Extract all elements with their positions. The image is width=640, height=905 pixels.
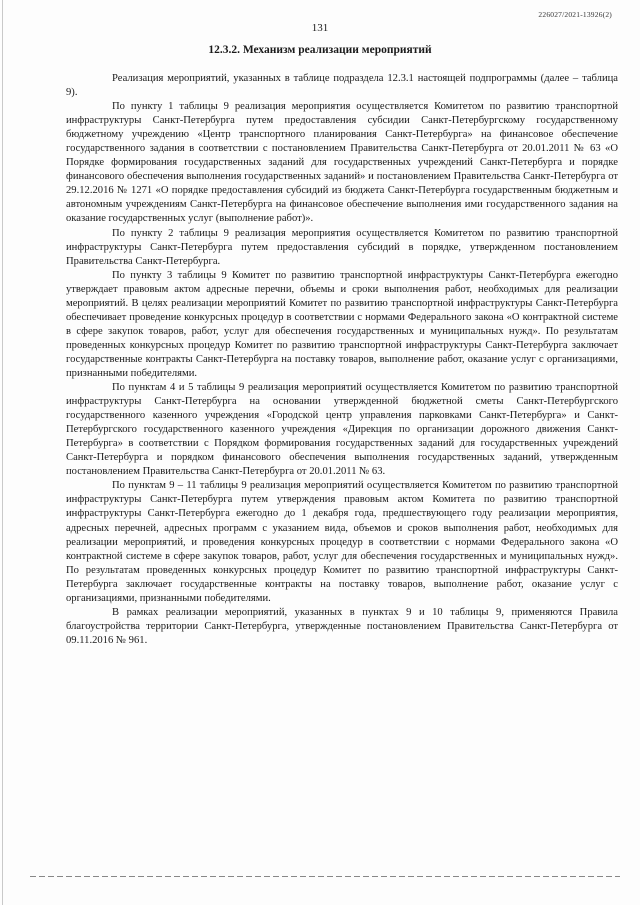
paragraph-item-3: По пункту 3 таблицы 9 Комитет по развитию транспортной инфраструктуры Санкт-Петербурга ежегодно утверждает правовым актом адресные перечни, объемы и сроки выполнения работ, необходимых для реализации мероприятий. В целях реализации мероприятий Комитет по развитию транспортной инфраструктуры Санкт-Петербурга обеспечивает проведение конкурсных процедур в соответствии с нормами Федерального закона «О контрактной системе в сфере закупок товаров, работ, услуг для обеспечения государственных и муниципальных нужд». По результатам проведенных конкурсных процедур Комитет по развитию транспортной инфраструктуры Санкт-Петербурга заключает государственные контракты Санкт-Петербурга на поставку товаров, выполнение работ, оказание услуг с организациями, признанными победителями. <box>66 269 618 379</box>
scan-artifact-line <box>30 876 620 877</box>
paragraph-intro: Реализация мероприятий, указанных в таблице подраздела 12.3.1 настоящей подпрограммы (далее – таблица 9). <box>66 73 618 99</box>
paragraph-items-9-11: По пунктам 9 – 11 таблицы 9 реализация мероприятий осуществляется Комитетом по развитию транспортной инфраструктуры Санкт-Петербурга путем утверждения правовым актом Комитета по развитию транспортной инфраструктуры Санкт-Петербурга ежегодно до 1 декабря года, предшествующего году реализации мероприятия, адресных перечней, адресных программ с указанием вида, объемов и сроков выполнения работ, необходимых для реализации мероприятий, и проведения конкурсных процедур в соответствии с нормами Федерального закона «О контрактной системе в сфере закупок товаров, работ, услуг для обеспечения государственных и муниципальных нужд». По результатам проведенных конкурсных процедур Комитет по развитию транспортной инфраструктуры Санкт-Петербурга заключает государственные контракты на поставку товаров, выполнение работ, оказание услуг с организациями, признанными победителями. <box>66 480 618 604</box>
scan-edge <box>2 0 3 905</box>
paragraph-items-4-5: По пунктам 4 и 5 таблицы 9 реализация мероприятий осуществляется Комитетом по развитию транспортной инфраструктуры Санкт-Петербурга на основании утвержденной бюджетной сметы Санкт-Петербургского государственного казенного учреждения «Городской центр управления парковками Санкт-Петербурга» и Санкт-Петербургского государственного казенного учреждения «Дирекция по организации дорожного движения Санкт-Петербурга» в соответствии с Порядком формирования государственных заданий для государственных учреждений Санкт-Петербурга и порядком финансового обеспечения выполнения государственных заданий, утвержденным постановлением Правительства Санкт-Петербурга от 20.01.2011 № 63. <box>66 382 618 478</box>
paragraph-item-2: По пункту 2 таблицы 9 реализация мероприятия осуществляется Комитетом по развитию транспортной инфраструктуры Санкт-Петербурга путем предоставления субсидий в порядке, утвержденном постановлением Правительства Санкт-Петербурга. <box>66 227 618 267</box>
section-body <box>66 72 618 648</box>
page-number: 131 <box>311 22 329 34</box>
document-id: 226027/2021-13926(2) <box>538 10 612 19</box>
paragraph-items-9-10: В рамках реализации мероприятий, указанных в пунктах 9 и 10 таблицы 9, применяются Правила благоустройства территории Санкт-Петербурга, утвержденные постановлением Правительства Санкт-Петербурга от 09.11.2016 № 961. <box>66 606 618 646</box>
section-title: 12.3.2. Механизм реализации мероприятий <box>208 44 432 56</box>
paragraph-item-1: По пункту 1 таблицы 9 реализация мероприятия осуществляется Комитетом по развитию транспортной инфраструктуры Санкт-Петербурга путем предоставления субсидии Санкт-Петербургскому государственному бюджетному учреждению «Центр транспортного планирования Санкт-Петербурга» на финансовое обеспечение государственного задания в соответствии с постановлением Правительства Санкт-Петербурга от 20.01.2011 № 63 «О Порядке формирования государственных заданий для государственных учреждений Санкт-Петербурга и порядке финансового обеспечения выполнения государственных заданий» и постановлением Правительства Санкт-Петербурга от 29.12.2016 № 1271 «О порядке предоставления субсидий из бюджета Санкт-Петербурга государственным бюджетным и автономным учреждениям Санкт-Петербурга на финансовое обеспечение выполнения ими государственного задания на оказание государственных услуг (выполнение работ)». <box>66 101 618 225</box>
